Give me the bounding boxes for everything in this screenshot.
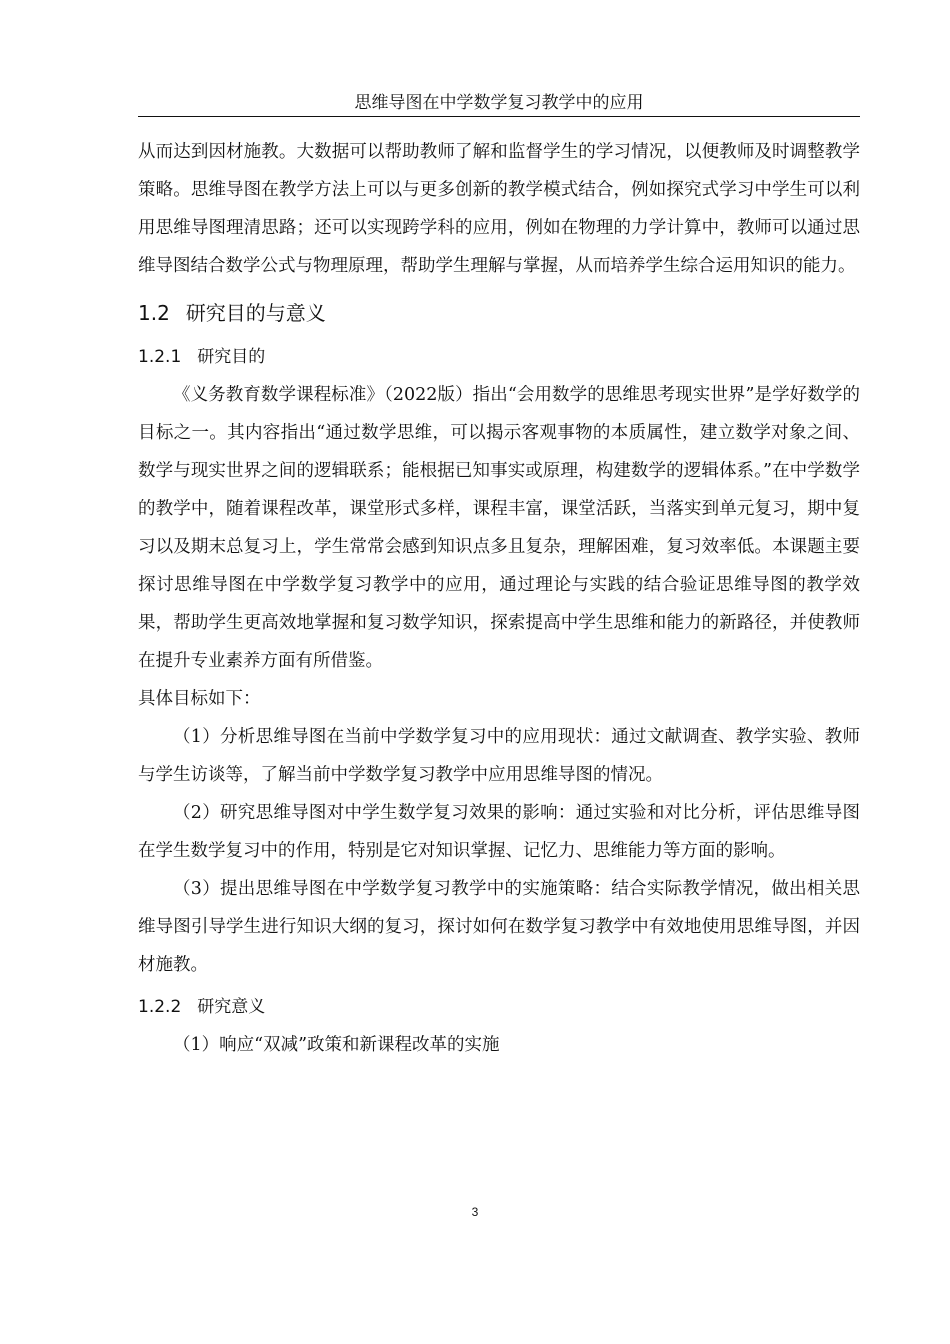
section-heading-1-2 [138,296,860,330]
paragraph-goal-2: （2）研究思维导图对中学生数学复习效果的影响：通过实验和对比分析，评估思维导图在学生数学复习中的作用，特别是它对知识掌握、记忆力、思维能力等方面的影响。 [138,803,860,861]
subsection-heading-1-2-2 [138,988,860,1026]
paragraph-continuation: 从而达到因材施教。大数据可以帮助教师了解和监督学生的学习情况，以便教师及时调整教学策略。思维导图在教学方法上可以与更多创新的教学模式结合，例如探究式学习中学生可以利用思维导图理清思路；还可以实现跨学科的应用，例如在物理的力学计算中，教师可以通过思维导图结合数学公式与物理原理，帮助学生理解与掌握，从而培养学生综合运用知识的能力。 [138,142,860,276]
subsection-heading-1-2-1 [138,338,860,376]
paragraph-significance-1: （1）响应“双减”政策和新课程改革的实施 [173,1035,500,1055]
subsection-title: 研究目的 [197,347,266,367]
subsection-number: 1.2.2 [138,997,182,1017]
section-title: 研究目的与意义 [185,301,326,325]
section-number: 1.2 [138,301,170,325]
paragraph-goal-3: （3）提出思维导图在中学数学复习教学中的实施策略：结合实际教学情况，做出相关思维导图引导学生进行知识大纲的复习，探讨如何在数学复习教学中有效地使用思维导图，并因材施教。 [138,879,860,975]
paragraph-specific-goals-intro: 具体目标如下： [138,689,261,709]
running-header: 思维导图在中学数学复习教学中的应用 [354,93,644,113]
page-number: 3 [471,1205,479,1219]
subsection-title: 研究意义 [197,997,266,1017]
paragraph-curriculum-standard: 《义务教育数学课程标准》（2022版）指出“会用数学的思维思考现实世界”是学好数学的目标之一。其内容指出“通过数学思维，可以揭示客观事物的本质属性，建立数学对象之间、数学与现实世界之间的逻辑联系；能根据已知事实或原理，构建数学的逻辑体系。”在中学数学的教学中，随着课程改革，课堂形式多样，课程丰富，课堂活跃，当落实到单元复习，期中复习以及期末总复习上，学生常常会感到知识点多且复杂，理解困难，复习效率低。本课题主要探讨思维导图在中学数学复习教学中的应用，通过理论与实践的结合验证思维导图的教学效果，帮助学生更高效地掌握和复习数学知识，探索提高中学生思维和能力的新路径，并使教师在提升专业素养方面有所借鉴。 [138,385,860,671]
header-rule [138,116,860,117]
subsection-number: 1.2.1 [138,347,182,367]
paragraph-goal-1: （1）分析思维导图在当前中学数学复习中的应用现状：通过文献调查、教学实验、教师与学生访谈等，了解当前中学数学复习教学中应用思维导图的情况。 [138,727,860,785]
page-content [138,133,860,1064]
